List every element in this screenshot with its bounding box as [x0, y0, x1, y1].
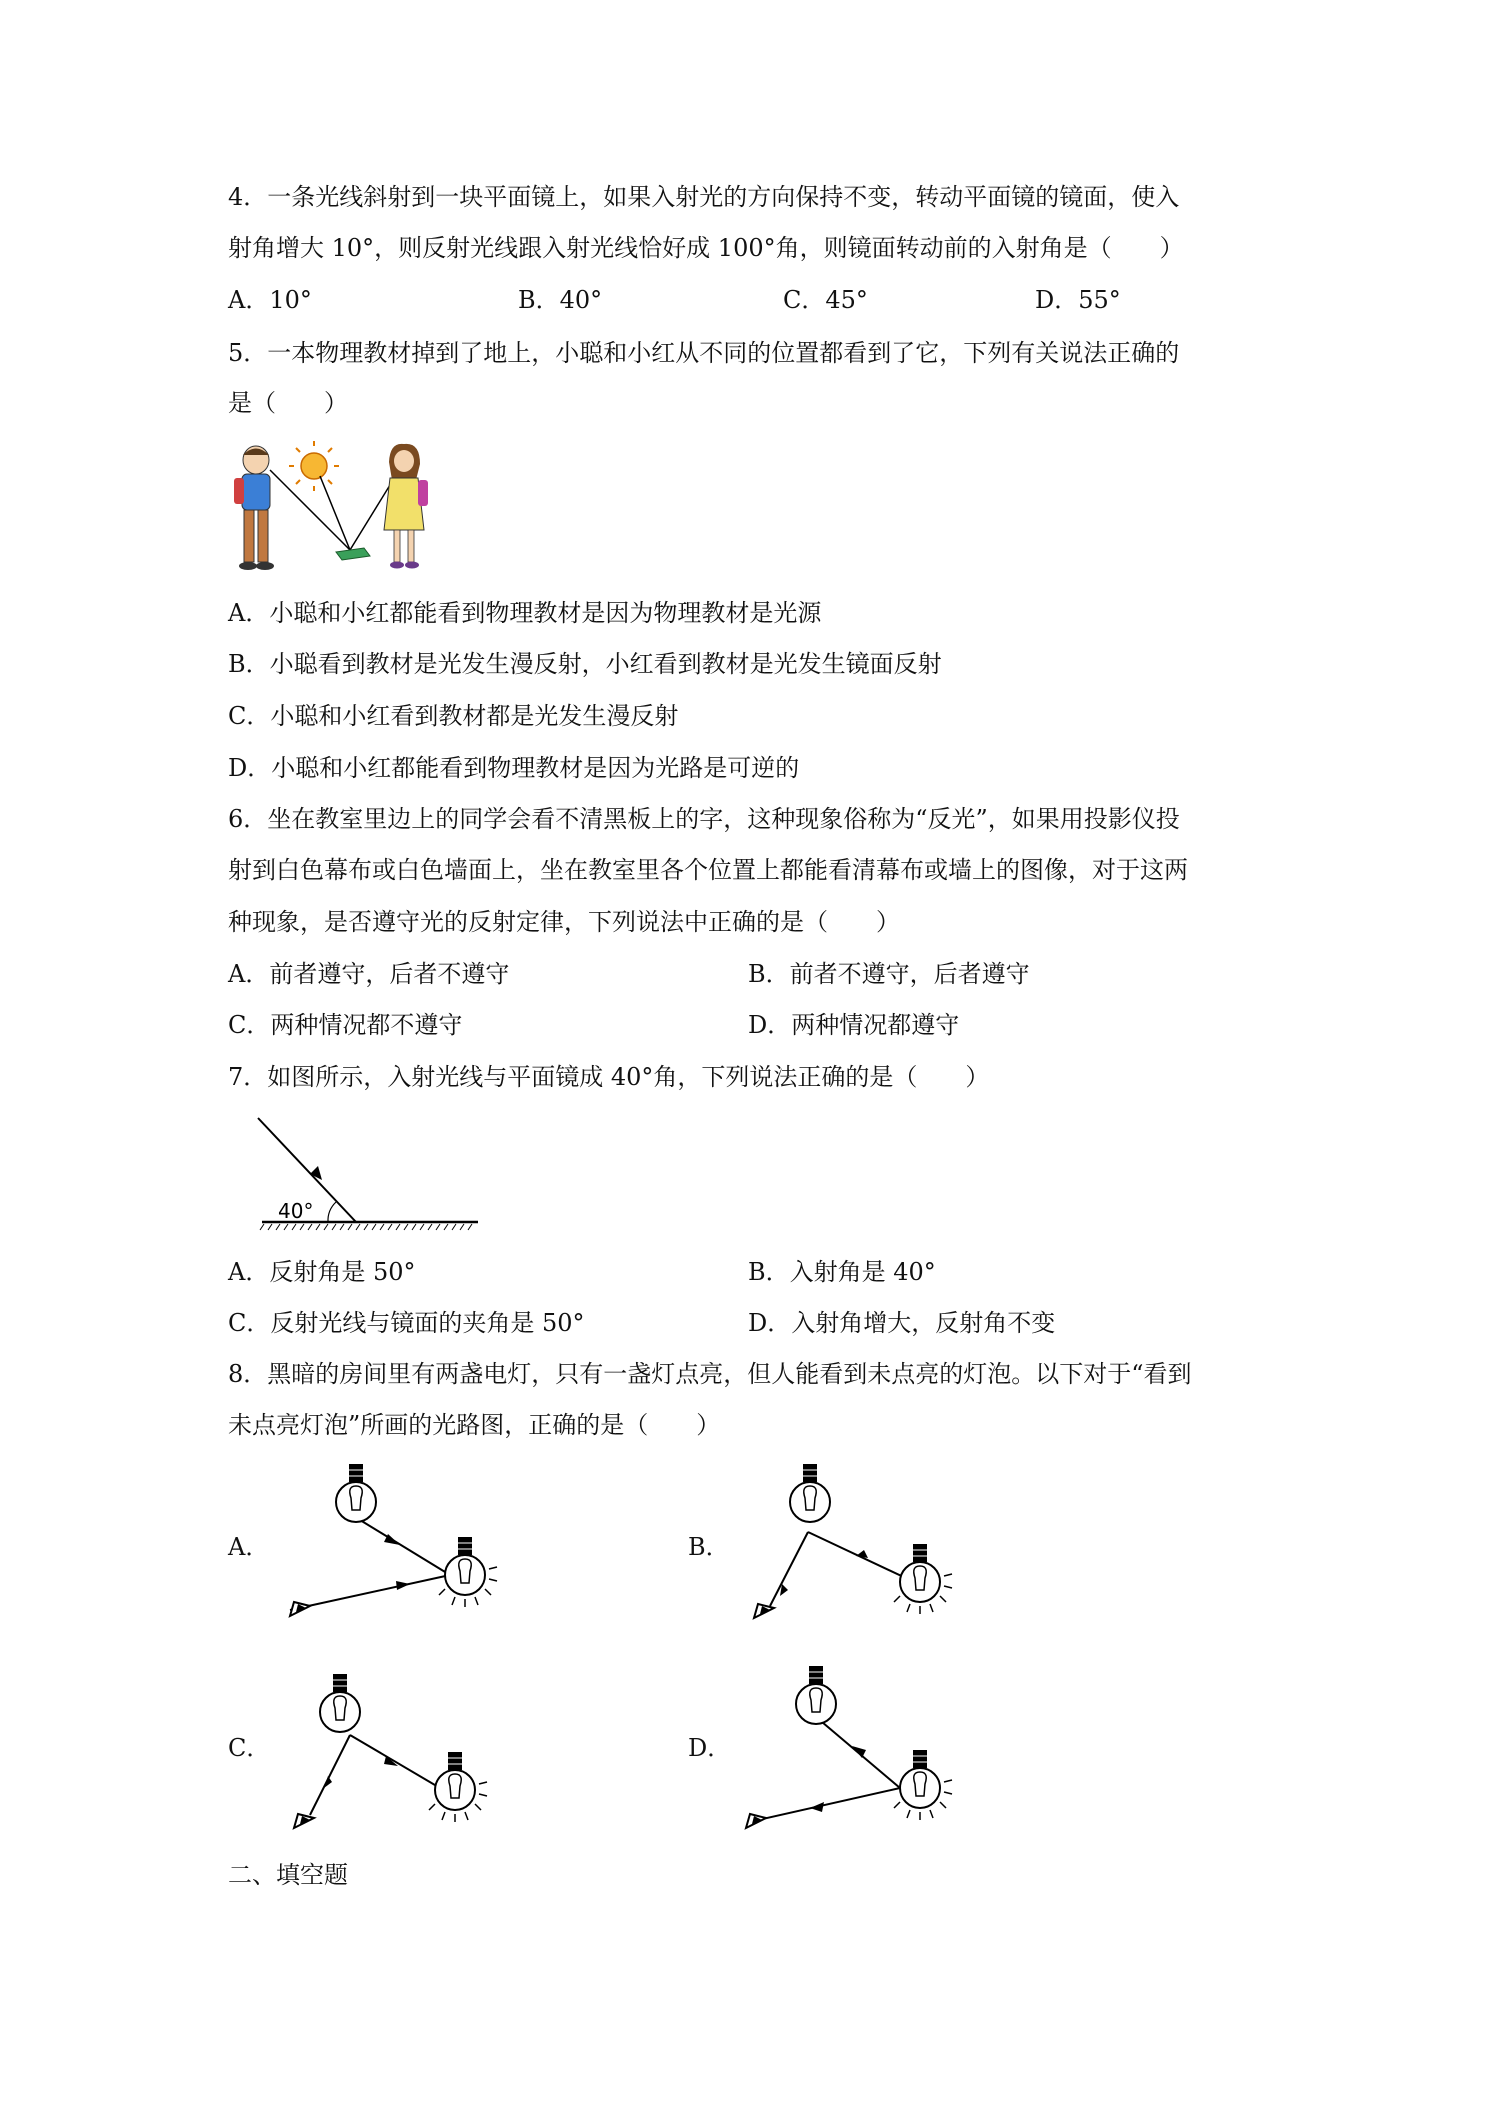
q4-option-a: A．10° [228, 286, 312, 314]
lit-bulb-icon [900, 1750, 940, 1808]
boy-figure [234, 446, 274, 570]
q7-option-a: A．反射角是 50° [228, 1258, 416, 1286]
q4-stem-line2: 射角增大 10°，则反射光线跟入射光线恰好成 100°角，则镜面转动前的入射角是（ ） [228, 234, 1184, 262]
lit-bulb-icon [900, 1544, 940, 1602]
q7-figure [228, 1112, 488, 1232]
q8-option-c-label: C． [228, 1734, 271, 1762]
arrow-icon [310, 1166, 322, 1180]
q6-option-d: D．两种情况都遵守 [748, 1011, 960, 1039]
unlit-bulb-icon [336, 1464, 376, 1522]
unlit-bulb-icon [790, 1464, 830, 1522]
q6-option-c: C．两种情况都不遵守 [228, 1011, 463, 1039]
q6-stem-line2: 射到白色幕布或白色墙面上，坐在教室里各个位置上都能看清幕布或墙上的图像，对于这两 [228, 856, 1188, 884]
q8-option-a-label: A． [228, 1533, 270, 1561]
q6-option-b: B．前者不遵守，后者遵守 [748, 960, 1030, 988]
eye-icon [294, 1814, 314, 1828]
angle-label: 40° [278, 1199, 314, 1223]
girl-figure [384, 444, 428, 569]
q8-option-b-label: B． [688, 1533, 730, 1561]
section-title: 二、填空题 [228, 1861, 348, 1889]
q7-option-c: C．反射光线与镜面的夹角是 50° [228, 1309, 585, 1337]
q6-option-a: A．前者遵守，后者不遵守 [228, 960, 510, 988]
mirror-hatching [260, 1224, 472, 1230]
q5-figure [228, 440, 443, 580]
lit-bulb-icon [445, 1537, 485, 1595]
eye-icon [290, 1602, 310, 1616]
reflected-ray-boy [270, 470, 350, 550]
unlit-bulb-icon [796, 1666, 836, 1724]
q8-diagram-a [270, 1450, 530, 1630]
q4-option-b: B．40° [518, 286, 603, 314]
unlit-bulb-icon [320, 1674, 360, 1732]
q5-option-a: A．小聪和小红都能看到物理教材是因为物理教材是光源 [228, 599, 822, 627]
q5-stem-line2: 是（ ） [228, 389, 348, 417]
q7-option-b: B．入射角是 40° [748, 1258, 936, 1286]
q8-stem-line2: 未点亮灯泡”所画的光路图，正确的是（ ） [228, 1411, 721, 1439]
book-icon [336, 548, 370, 560]
lit-bulb-icon [435, 1752, 475, 1810]
q4-option-c: C．45° [783, 286, 868, 314]
q8-stem-line1: 8．黑暗的房间里有两盏电灯，只有一盏灯点亮，但人能看到未点亮的灯泡。以下对于“看到 [228, 1360, 1192, 1388]
q5-option-d: D．小聪和小红都能看到物理教材是因为光路是可逆的 [228, 754, 800, 782]
q4-stem-line1: 4．一条光线斜射到一块平面镜上，如果入射光的方向保持不变，转动平面镜的镜面，使入 [228, 183, 1180, 211]
q5-stem-line1: 5．一本物理教材掉到了地上，小聪和小红从不同的位置都看到了它，下列有关说法正确的 [228, 339, 1180, 367]
q6-stem-line1: 6．坐在教室里边上的同学会看不清黑板上的字，这种现象俗称为“反光”，如果用投影仪投 [228, 805, 1180, 833]
q5-option-c: C．小聪和小红看到教材都是光发生漫反射 [228, 702, 679, 730]
q6-stem-line3: 种现象，是否遵守光的反射定律，下列说法中正确的是（ ） [228, 908, 900, 936]
q8-diagram-d [730, 1650, 990, 1840]
q8-option-d-label: D． [688, 1734, 732, 1762]
angle-arc [328, 1202, 336, 1222]
eye-icon [746, 1814, 766, 1828]
q8-diagram-c [270, 1650, 530, 1840]
q5-option-b: B．小聪看到教材是光发生漫反射，小红看到教材是光发生镜面反射 [228, 650, 942, 678]
incident-ray [320, 476, 350, 550]
q4-option-d: D．55° [1035, 286, 1121, 314]
q7-stem-line1: 7．如图所示，入射光线与平面镜成 40°角，下列说法正确的是（ ） [228, 1063, 990, 1091]
q8-diagram-b [730, 1450, 990, 1630]
q7-option-d: D．入射角增大，反射角不变 [748, 1309, 1056, 1337]
sun-icon [289, 441, 339, 491]
